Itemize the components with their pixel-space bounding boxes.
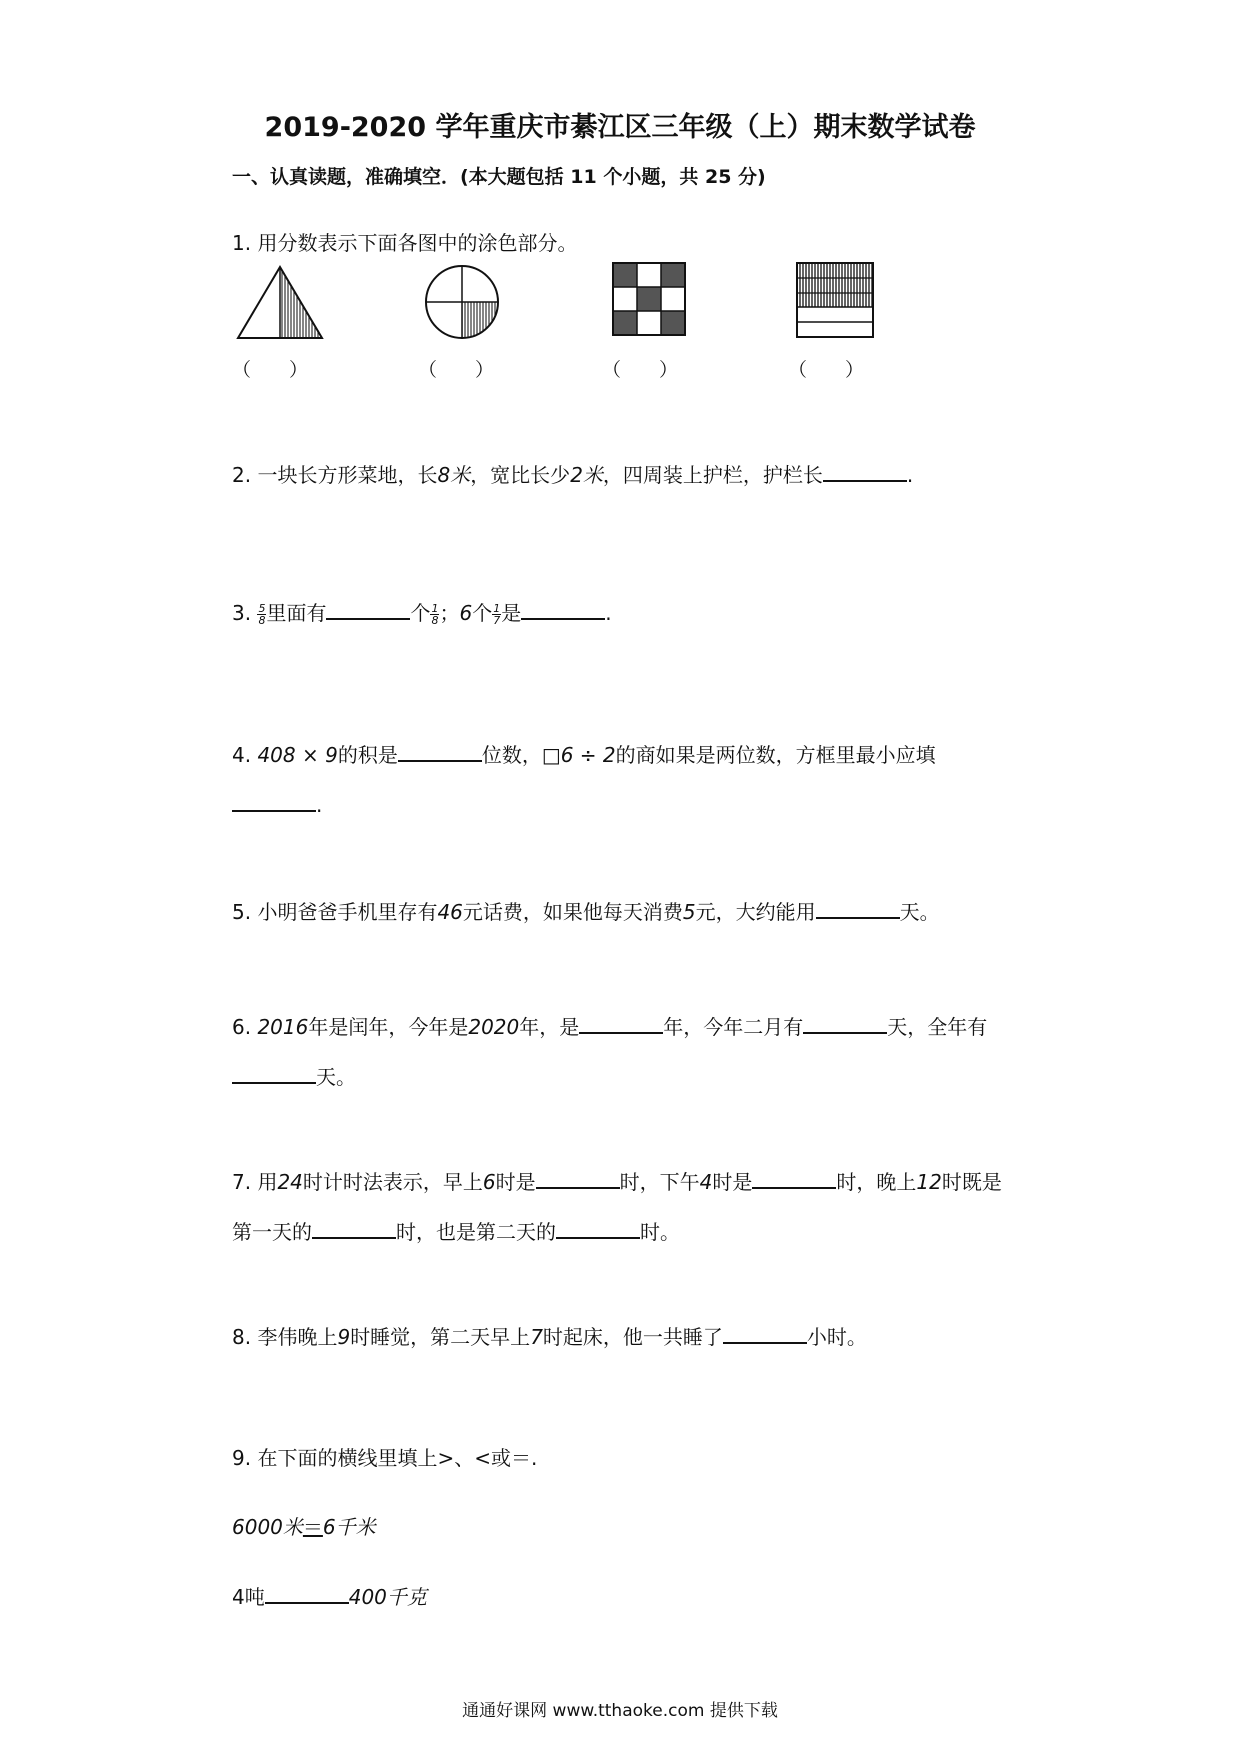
page-title: 2019-2020 学年重庆市綦江区三年级（上）期末数学试卷 [264,112,976,143]
answer-blank[interactable] [232,1062,316,1084]
answer-blank[interactable] [823,460,907,482]
fraction-denominator: 7 [493,614,501,627]
fraction-numerator: 1 [431,602,439,615]
q7-6: 6 [482,1170,496,1194]
answer-blank[interactable] [556,1217,640,1239]
q3-text-d: ； [439,601,460,625]
checkerboard-figure [612,262,686,336]
q7-12: 12 [916,1170,942,1194]
q3-text-e: 个 [472,601,493,625]
q7-text-e: 时是 [712,1170,753,1194]
q5-balance: 46 [437,900,463,924]
q4-text-d: 的商如果是两位数，方框里最小应填 [615,743,936,767]
q7-text-f: 时，晚上 [836,1170,917,1194]
q6-number: 6. [232,1015,258,1039]
q7-text-a: 7. 用 [232,1170,278,1194]
q6-text-f: 天。 [316,1065,356,1089]
question-4-line-2 [232,790,322,820]
q5-text-a: 5. 小明爸爸手机里存有 [232,900,438,924]
answer-blank[interactable] [752,1167,836,1189]
q7-text-b: 时计时法表示，早上 [302,1170,483,1194]
q9-line1-left: 6000米 [232,1515,303,1539]
answer-blank[interactable] [521,598,605,620]
answer-blank[interactable] [232,790,316,812]
q6-year-2: 2020 [468,1015,520,1039]
question-6-line-2 [232,1062,356,1092]
question-8 [232,1322,867,1352]
q3-text-c: 个 [410,601,431,625]
q6-text-b: 年是闰年，今年是 [308,1015,469,1039]
q3-text-b: 里面有 [266,601,327,625]
q4-number: 4. [232,743,258,767]
answer-blank[interactable] [723,1322,807,1344]
q7-text-c: 时是 [495,1170,536,1194]
fraction-numerator: 1 [493,602,501,615]
q6-text-d: 年，今年二月有 [663,1015,804,1039]
q2-text-b: ，宽比长少 [470,463,571,487]
q3-six: 6 [459,601,473,625]
q3-end: . [605,601,612,625]
answer-blank[interactable] [312,1217,396,1239]
answer-blank[interactable] [398,740,482,762]
q7-text-h: 第一天的 [232,1220,312,1244]
q4-text-c: 位数， [481,743,542,767]
question-9-text: 9. 在下面的横线里填上>、<或＝. [232,1446,538,1470]
q7-4: 4 [699,1170,713,1194]
question-6 [232,1012,987,1042]
question-9-line-2 [232,1582,427,1612]
q4-expression-2: □6 ÷ 2 [541,743,616,767]
q7-text-j: 时。 [640,1220,680,1244]
question-9-line-1 [232,1512,376,1542]
q3-text-f: 是 [501,601,522,625]
q5-text-c: 元，大约能用 [695,900,816,924]
answer-paren-4: （ ） [788,359,865,381]
question-1-text: 1. 用分数表示下面各图中的涂色部分。 [232,231,578,255]
q9-line1-right: 6千米 [322,1515,376,1539]
q9-line2-left: 4吨 [232,1585,265,1609]
q4-text-b: 的积是 [337,743,398,767]
question-2 [232,460,913,490]
q8-7: 7 [530,1325,543,1349]
q9-line2-right: 400千克 [348,1585,427,1609]
circle-figure [422,262,502,342]
q2-length: 8米 [437,463,471,487]
q8-9: 9 [337,1325,351,1349]
q6-year-1: 2016 [257,1015,309,1039]
q8-text-a: 8. 李伟晚上 [232,1325,338,1349]
q5-text-b: 元话费，如果他每天消费 [462,900,683,924]
q2-end: . [906,463,914,487]
q6-text-c: 年，是 [519,1015,580,1039]
fraction-denominator: 8 [258,614,266,627]
q5-daily: 5 [682,900,696,924]
question-3 [232,598,612,628]
q9-line1-symbol[interactable]: ＝ [302,1515,323,1539]
fraction-denominator: 8 [431,614,439,627]
answer-blank[interactable] [536,1167,620,1189]
question-5 [232,897,940,927]
q2-text-c: ，四周装上护栏，护栏长 [602,463,823,487]
q7-text-g: 时既是 [941,1170,1002,1194]
answer-paren-1: （ ） [232,359,309,381]
striped-rectangle-figure [796,262,874,338]
question-7 [232,1167,1002,1197]
section-heading: 一、认真读题，准确填空．(本大题包括 11 个小题，共 25 分) [232,166,766,188]
answer-blank[interactable] [803,1012,887,1034]
answer-blank[interactable] [326,598,410,620]
question-4 [232,740,936,770]
answer-blank[interactable] [579,1012,663,1034]
question-7-line-2 [232,1217,680,1247]
answer-blank[interactable] [265,1582,349,1604]
answer-blank[interactable] [816,897,900,919]
q8-text-c: 时起床，他一共睡了 [542,1325,723,1349]
triangle-figure [236,265,324,341]
q7-24: 24 [277,1170,303,1194]
q5-text-d: 天。 [899,900,940,924]
footer-text: 通通好课网 www.tthaoke.com 提供下载 [462,1701,778,1721]
q6-text-e: 天，全年有 [887,1015,988,1039]
q8-text-d: 小时。 [806,1325,867,1349]
q3-number: 3. [232,601,258,625]
fraction-numerator: 5 [258,602,266,615]
q7-text-i: 时，也是第二天的 [396,1220,556,1244]
q2-text-a: 2. 一块长方形菜地，长 [232,463,438,487]
answer-paren-2: （ ） [418,359,495,381]
fraction-1-7 [492,603,501,626]
q2-diff: 2米 [570,463,603,487]
q4-expression-1: 408 × 9 [257,743,338,767]
q4-end: . [316,793,323,817]
answer-paren-3: （ ） [602,359,679,381]
q8-text-b: 时睡觉，第二天早上 [350,1325,531,1349]
q7-text-d: 时，下午 [619,1170,700,1194]
